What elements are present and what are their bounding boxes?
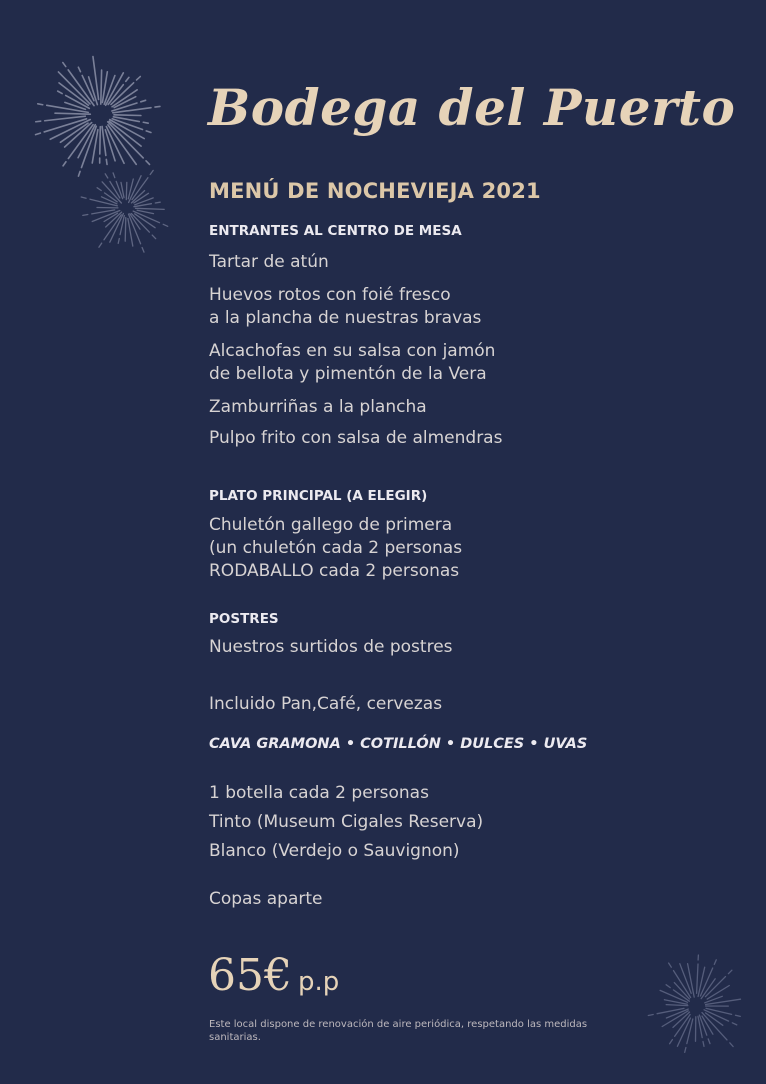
- restaurant-name: Bodega del Puerto: [208, 78, 736, 137]
- price: [208, 950, 339, 1001]
- menu-item: Zamburriñas a la plancha: [209, 397, 427, 417]
- firework-icon: [78, 160, 174, 256]
- menu-item: Pulpo frito con salsa de almendras: [209, 428, 503, 448]
- glasses-text: Copas aparte: [209, 889, 323, 909]
- menu-item: Huevos rotos con foié fresco: [209, 285, 451, 305]
- price-amount: 65€: [208, 950, 292, 1001]
- menu-item: Tartar de atún: [209, 252, 329, 272]
- wine-item: Blanco (Verdejo o Sauvignon): [209, 841, 460, 861]
- extras-text: CAVA GRAMONA • COTILLÓN • DULCES • UVAS: [209, 736, 588, 752]
- section-heading-main: PLATO PRINCIPAL (A ELEGIR): [209, 488, 428, 504]
- menu-item: a la plancha de nuestras bravas: [209, 308, 482, 328]
- menu-item: Nuestros surtidos de postres: [209, 637, 453, 657]
- footer-note: Este local dispone de renovación de aire periódica, respetando las medidas sanitarias.: [209, 1019, 588, 1043]
- section-heading-starters: ENTRANTES AL CENTRO DE MESA: [209, 223, 462, 239]
- wine-item: Tinto (Museum Cigales Reserva): [209, 812, 484, 832]
- section-heading-desserts: POSTRES: [209, 611, 279, 627]
- menu-item: (un chuletón cada 2 personas: [209, 538, 463, 558]
- wine-item: 1 botella cada 2 personas: [209, 783, 429, 803]
- menu-title: MENÚ DE NOCHEVIEJA 2021: [209, 179, 541, 203]
- price-unit: p.p: [297, 967, 340, 997]
- menu-item: de bellota y pimentón de la Vera: [209, 364, 487, 384]
- menu-item: Alcachofas en su salsa con jamón: [209, 341, 496, 361]
- included-text: Incluido Pan,Café, cervezas: [209, 694, 443, 714]
- menu-item: RODABALLO cada 2 personas: [209, 561, 460, 581]
- firework-icon: [642, 952, 750, 1060]
- menu-item: Chuletón gallego de primera: [209, 515, 453, 535]
